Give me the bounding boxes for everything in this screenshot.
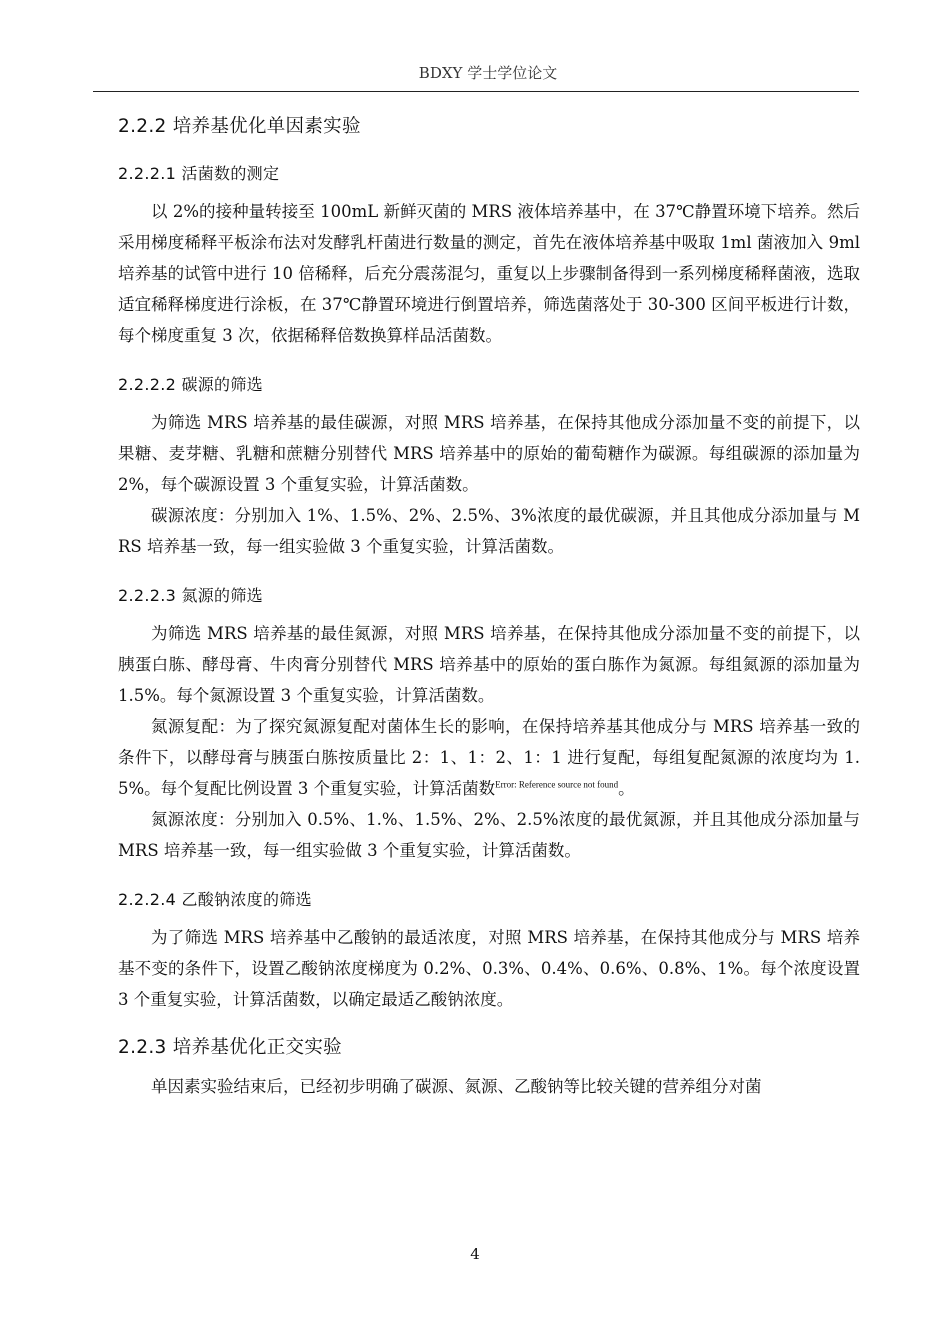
paragraph-viable-count: 以 2%的接种量转接至 100mL 新鲜灭菌的 MRS 液体培养基中，在 37℃静置环境下培养。然后采用梯度稀释平板涂布法对发酵乳杆菌进行数量的测定，首先在液体培养基中吸取 1ml 菌液加入 9ml 培养基的试管中进行 10 倍稀释，后充分震荡混匀，重复以上步骤制备得到一系列梯度稀释菌液，选取适宜稀释梯度进行涂板，在 37℃静置环境进行倒置培养，筛选菌落处于 30-300 区间平板进行计数，每个梯度重复 3 次，依据稀释倍数换算样品活菌数。 xyxy=(118,202,860,345)
section-heading-2-2-3: 2.2.3 培养基优化正交实验 xyxy=(118,1037,342,1058)
reference-error-note: Error: Reference source not found xyxy=(495,779,619,790)
section-heading-2-2-2: 2.2.2 培养基优化单因素实验 xyxy=(118,116,361,137)
page-body xyxy=(118,112,860,1102)
nitrogen-compound-end: 。 xyxy=(618,779,635,798)
running-header: BDXY 学士学位论文 xyxy=(418,64,558,82)
paragraph-carbon-concentration: 碳源浓度：分别加入 1%、1.5%、2%、2.5%、3%浓度的最优碳源，并且其他成分添加量与 MRS 培养基一致，每一组实验做 3 个重复实验，计算活菌数。 xyxy=(118,506,860,556)
paragraph-nitrogen-source: 为筛选 MRS 培养基的最佳氮源，对照 MRS 培养基，在保持其他成分添加量不变的前提下，以胰蛋白胨、酵母膏、牛肉膏分别替代 MRS 培养基中的原始的蛋白胨作为氮源。每组氮源的添加量为 1.5%。每个氮源设置 3 个重复实验，计算活菌数。 xyxy=(118,624,860,705)
page-number: 4 xyxy=(470,1245,480,1263)
paragraph-sodium-acetate: 为了筛选 MRS 培养基中乙酸钠的最适浓度，对照 MRS 培养基，在保持其他成分与 MRS 培养基不变的条件下，设置乙酸钠浓度梯度为 0.2%、0.3%、0.4%、0.6%、0.8%、1%。每个浓度设置 3 个重复实验，计算活菌数，以确定最适乙酸钠浓度。 xyxy=(118,928,860,1009)
subsection-heading-2-2-2-2: 2.2.2.2 碳源的筛选 xyxy=(118,375,263,394)
subsection-heading-2-2-2-1: 2.2.2.1 活菌数的测定 xyxy=(118,164,280,183)
paragraph-nitrogen-compound xyxy=(118,711,860,804)
nitrogen-compound-text: 氮源复配：为了探究氮源复配对菌体生长的影响，在保持培养基其他成分与 MRS 培养基一致的条件下，以酵母膏与胰蛋白胨按质量比 2：1、1：2、1：1 进行复配，每组复配氮源的浓度均为 1.5%。每个复配比例设置 3 个重复实验，计算活菌数 xyxy=(118,717,860,798)
header-rule xyxy=(93,91,859,92)
subsection-heading-2-2-2-4: 2.2.2.4 乙酸钠浓度的筛选 xyxy=(118,890,312,909)
subsection-heading-2-2-2-3: 2.2.2.3 氮源的筛选 xyxy=(118,586,263,605)
paragraph-carbon-source: 为筛选 MRS 培养基的最佳碳源，对照 MRS 培养基，在保持其他成分添加量不变的前提下，以果糖、麦芽糖、乳糖和蔗糖分别替代 MRS 培养基中的原始的葡萄糖作为碳源。每组碳源的添加量为 2%，每个碳源设置 3 个重复实验，计算活菌数。 xyxy=(118,413,860,494)
paragraph-nitrogen-concentration: 氮源浓度：分别加入 0.5%、1.%、1.5%、2%、2.5%浓度的最优氮源，并且其他成分添加量与 MRS 培养基一致，每一组实验做 3 个重复实验，计算活菌数。 xyxy=(118,810,860,860)
paragraph-orthogonal-intro: 单因素实验结束后，已经初步明确了碳源、氮源、乙酸钠等比较关键的营养组分对菌 xyxy=(151,1077,762,1096)
